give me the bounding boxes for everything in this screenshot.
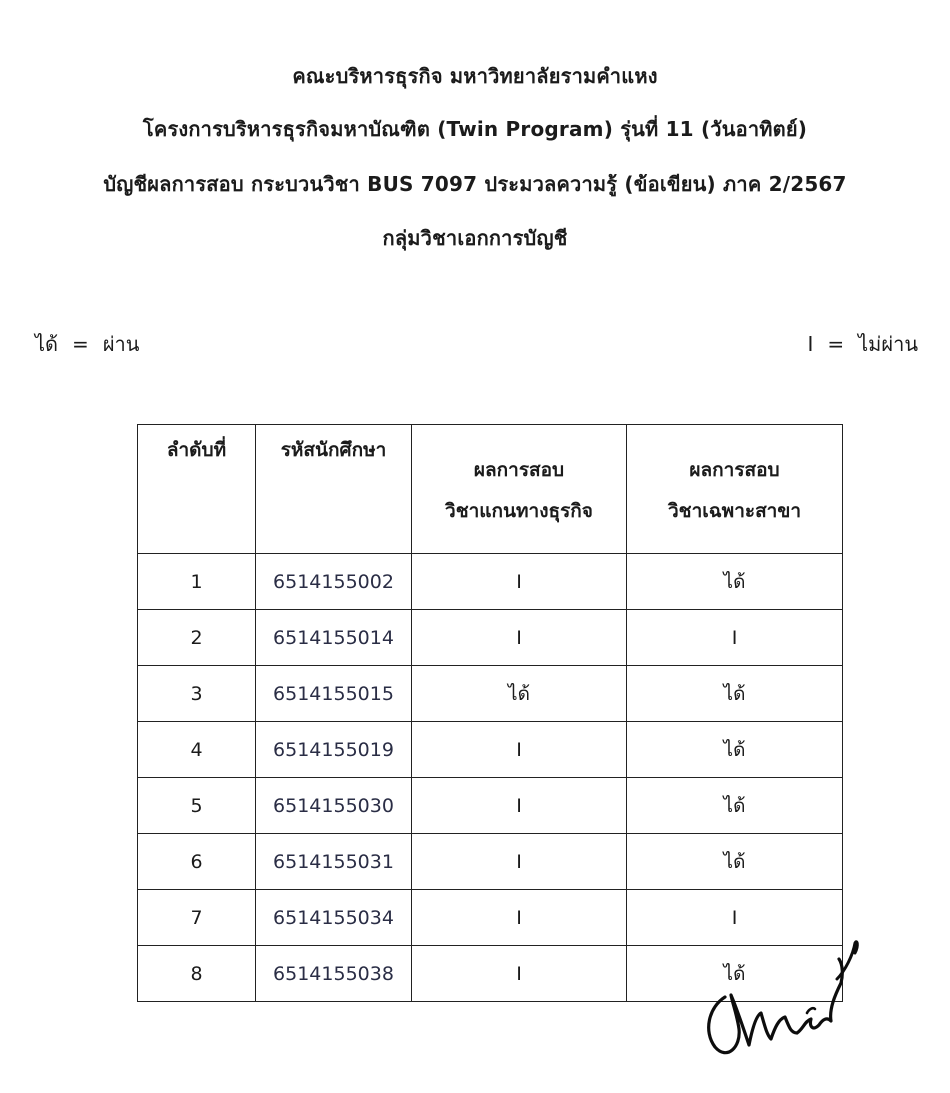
- row-number: 5: [138, 778, 256, 834]
- handwritten-signature-icon: [695, 935, 870, 1065]
- major-result: ได้: [627, 834, 843, 890]
- row-number: 6: [138, 834, 256, 890]
- exam-title: บัญชีผลการสอบ กระบวนวิชา BUS 7097 ประมวลความรู้ (ข้อเขียน) ภาค 2/2567: [103, 172, 847, 196]
- student-id: 6514155034: [256, 890, 412, 946]
- exam-results-table: [137, 424, 843, 1002]
- student-id: 6514155015: [256, 666, 412, 722]
- core-result: ได้: [412, 666, 627, 722]
- major-result: ได้: [627, 722, 843, 778]
- legend-fail-equals: =: [827, 332, 845, 356]
- row-number: 2: [138, 610, 256, 666]
- major-result: ได้: [627, 778, 843, 834]
- table-header-row: [138, 425, 843, 554]
- legend-pass-meaning: ผ่าน: [102, 332, 140, 356]
- header-core-line1: ผลการสอบ: [473, 459, 565, 482]
- student-id: 6514155031: [256, 834, 412, 890]
- core-result: I: [412, 778, 627, 834]
- row-number: 7: [138, 890, 256, 946]
- major-result: I: [627, 610, 843, 666]
- row-number: 4: [138, 722, 256, 778]
- legend-fail-meaning: ไม่ผ่าน: [858, 332, 918, 356]
- table-row: [138, 554, 843, 610]
- table-row: [138, 666, 843, 722]
- faculty-title: คณะบริหารธุรกิจ มหาวิทยาลัยรามคำแหง: [292, 64, 658, 88]
- legend-fail-symbol: I: [807, 332, 814, 356]
- student-id: 6514155002: [256, 554, 412, 610]
- core-result: I: [412, 890, 627, 946]
- student-id: 6514155038: [256, 946, 412, 1002]
- student-id: 6514155014: [256, 610, 412, 666]
- header-core-line2: วิชาแกนทางธุรกิจ: [445, 500, 593, 522]
- major-result: ได้: [627, 554, 843, 610]
- table-row: [138, 834, 843, 890]
- header-major-line1: ผลการสอบ: [689, 459, 780, 482]
- header-major-line2: วิชาเฉพาะสาขา: [668, 500, 801, 522]
- major-result: ได้: [627, 946, 843, 1002]
- major-result: ได้: [627, 666, 843, 722]
- core-result: I: [412, 610, 627, 666]
- row-number: 8: [138, 946, 256, 1002]
- program-title: โครงการบริหารธุรกิจมหาบัณฑิต (Twin Program) รุ่นที่ 11 (วันอาทิตย์): [142, 117, 808, 141]
- student-id: 6514155019: [256, 722, 412, 778]
- legend-fail: [807, 328, 918, 360]
- header-core-result: [412, 425, 627, 554]
- core-result: I: [412, 554, 627, 610]
- table-row: [138, 778, 843, 834]
- header-major-result: [627, 425, 843, 554]
- legend-pass-symbol: ได้: [35, 332, 59, 356]
- row-number: 1: [138, 554, 256, 610]
- row-number: 3: [138, 666, 256, 722]
- legend-pass: [35, 328, 139, 360]
- core-result: I: [412, 834, 627, 890]
- core-result: I: [412, 946, 627, 1002]
- major-group-title: กลุ่มวิชาเอกการบัญชี: [382, 226, 568, 250]
- student-id: 6514155030: [256, 778, 412, 834]
- table-row: [138, 610, 843, 666]
- legend-pass-equals: =: [72, 332, 89, 356]
- header-student-id: รหัสนักศึกษา: [256, 425, 412, 554]
- core-result: I: [412, 722, 627, 778]
- header-order: ลำดับที่: [138, 425, 256, 554]
- table-row: [138, 722, 843, 778]
- major-result: I: [627, 890, 843, 946]
